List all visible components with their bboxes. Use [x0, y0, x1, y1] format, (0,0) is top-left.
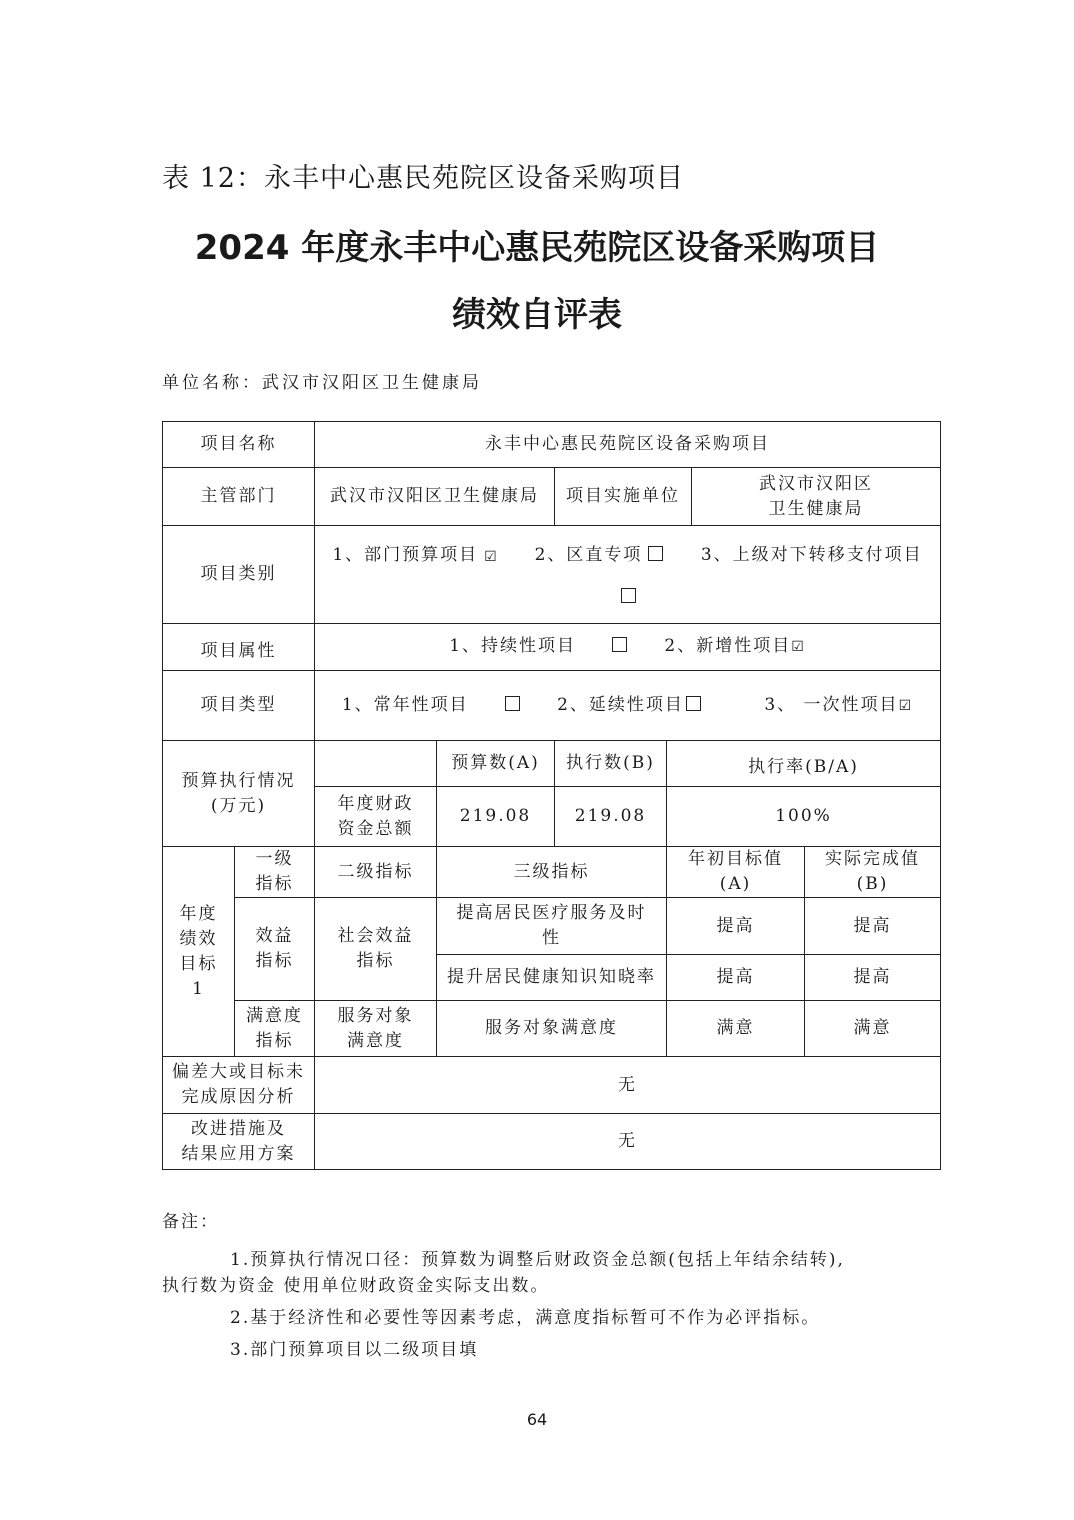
- notes-heading: 备注：: [162, 1212, 219, 1232]
- budget-blank-cell: [315, 741, 437, 787]
- budget-col-a: 预算数(A): [437, 741, 555, 787]
- satisfaction-level2: 服务对象 满意度: [315, 1001, 437, 1057]
- document-title: 2024 年度永丰中心惠民苑院区设备采购项目: [194, 228, 880, 268]
- category-option-1: 1、部门预算项目 ☑: [332, 544, 499, 565]
- fund-b-value: 219.08: [555, 787, 667, 847]
- type-label: 项目类型: [163, 671, 315, 741]
- improvement-label: 改进措施及 结果应用方案: [163, 1114, 315, 1170]
- category-label: 项目类别: [163, 526, 315, 624]
- category-option-2: 2、区直专项: [535, 533, 664, 577]
- checkbox-empty-icon[interactable]: [505, 696, 520, 711]
- type-option-1: 1、常年性项目: [342, 693, 520, 718]
- indicator-row2-target: 提高: [667, 955, 805, 1001]
- table-caption: 表 12：永丰中心惠民苑院区设备采购项目: [162, 163, 684, 194]
- satisfaction-level1: 满意度 指标: [235, 1001, 315, 1057]
- checkbox-empty-icon[interactable]: [686, 696, 701, 711]
- category-option-3: 3、上级对下转移支付项目: [700, 544, 923, 565]
- header-actual: 实际完成值 (B): [805, 847, 941, 898]
- deviation-value: 无: [315, 1057, 941, 1114]
- header-level2: 二级指标: [315, 847, 437, 898]
- deviation-label: 偏差大或目标未 完成原因分析: [163, 1057, 315, 1114]
- improvement-value: 无: [315, 1114, 941, 1170]
- checkbox-empty-icon[interactable]: [612, 637, 627, 652]
- indicator-row2-actual: 提高: [805, 955, 941, 1001]
- category-options: [315, 526, 941, 624]
- project-name-value: 永丰中心惠民苑院区设备采购项目: [315, 422, 941, 468]
- unit-name: 单位名称：武汉市汉阳区卫生健康局: [162, 373, 482, 393]
- attribute-label: 项目属性: [163, 624, 315, 671]
- checkbox-checked-icon[interactable]: ☑: [898, 697, 914, 714]
- header-level3: 三级指标: [437, 847, 667, 898]
- dept-label: 主管部门: [163, 468, 315, 526]
- impl-unit-label: 项目实施单位: [555, 468, 692, 526]
- attribute-options: [315, 624, 941, 671]
- fund-rate-value: 100%: [667, 787, 941, 847]
- fund-a-value: 219.08: [437, 787, 555, 847]
- note-3: 3.部门预算项目以二级项目填: [230, 1340, 479, 1360]
- type-options: [315, 671, 941, 741]
- attribute-option-2: 2、新增性项目☑: [664, 636, 806, 656]
- note-1-line1: 1.预算执行情况口径：预算数为调整后财政资金总额(包括上年结余结转),: [230, 1250, 845, 1270]
- benefit-level1: 效益 指标: [235, 898, 315, 1001]
- satisfaction-target: 满意: [667, 1001, 805, 1057]
- impl-unit-value: [692, 468, 941, 526]
- type-option-2: 2、延续性项目: [557, 693, 701, 718]
- indicator-row1-actual: 提高: [805, 898, 941, 955]
- header-target: 年初目标值 (A): [667, 847, 805, 898]
- page-number: 64: [526, 1410, 548, 1429]
- indicator-row1-target: 提高: [667, 898, 805, 955]
- self-evaluation-table: [162, 421, 941, 1170]
- notes-section: [162, 1206, 942, 1366]
- checkbox-checked-icon[interactable]: ☑: [791, 639, 806, 655]
- dept-value: 武汉市汉阳区卫生健康局: [315, 468, 555, 526]
- annual-goal-label: 年度 绩效 目标 1: [163, 847, 235, 1057]
- type-option-3: 3、 一次性项目☑: [764, 694, 914, 715]
- satisfaction-level3: 服务对象满意度: [437, 1001, 667, 1057]
- attribute-option-1: 1、持续性项目: [449, 634, 627, 659]
- note-2: 2.基于经济性和必要性等因素考虑，满意度指标暂可不作为必评指标。: [230, 1308, 821, 1328]
- satisfaction-actual: 满意: [805, 1001, 941, 1057]
- impl-unit-line2: 卫生健康局: [768, 498, 864, 519]
- indicator-row1-level3: 提高居民医疗服务及时 性: [437, 898, 667, 955]
- checkbox-empty-icon[interactable]: [621, 588, 636, 603]
- budget-col-rate: 执行率(B/A): [667, 741, 941, 787]
- checkbox-checked-icon[interactable]: ☑: [484, 548, 499, 565]
- impl-unit-line1: 武汉市汉阳区: [759, 473, 873, 494]
- budget-label: 预算执行情况 (万元): [163, 741, 315, 847]
- checkbox-empty-icon[interactable]: [648, 546, 663, 561]
- fund-label: 年度财政 资金总额: [315, 787, 437, 847]
- document-subtitle: 绩效自评表: [452, 295, 622, 335]
- project-name-label: 项目名称: [163, 422, 315, 468]
- header-level1: 一级 指标: [235, 847, 315, 898]
- budget-col-b: 执行数(B): [555, 741, 667, 787]
- benefit-level2: 社会效益 指标: [315, 898, 437, 1001]
- indicator-row2-level3: 提升居民健康知识知晓率: [437, 955, 667, 1001]
- note-1-line2: 执行数为资金 使用单位财政资金实际支出数。: [162, 1276, 550, 1296]
